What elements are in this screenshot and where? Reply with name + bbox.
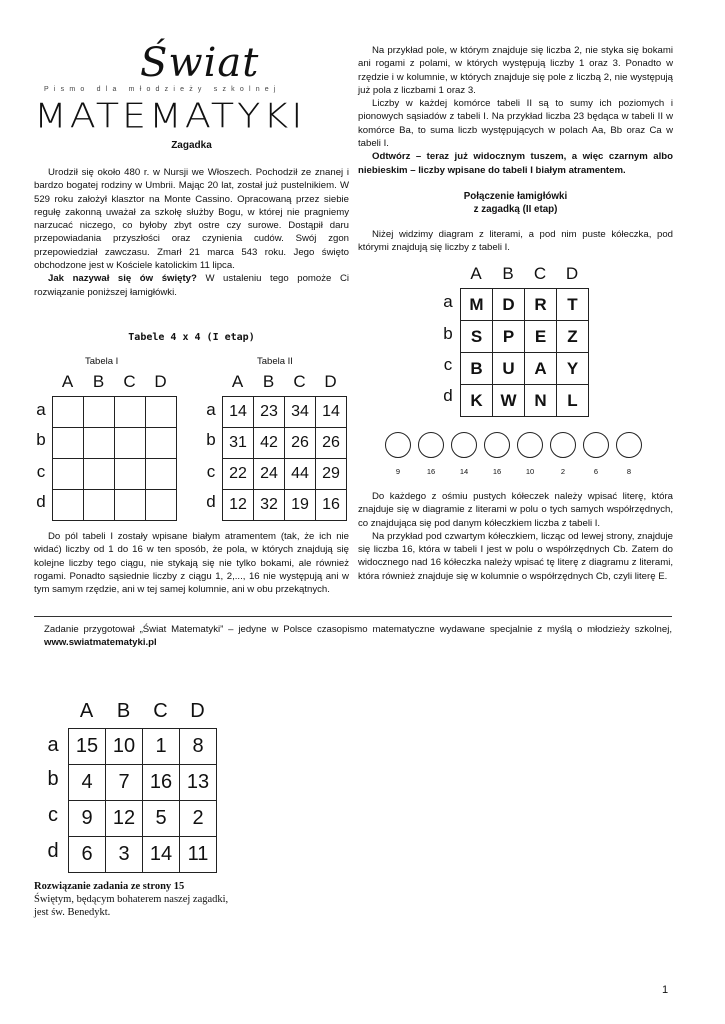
table2: [204, 370, 354, 520]
letter-cell: S: [461, 321, 493, 353]
table1-cell[interactable]: [146, 490, 177, 521]
letters-row-header: d: [443, 386, 453, 405]
table1-cell[interactable]: [84, 397, 115, 428]
answer-circles: [385, 432, 675, 482]
table1-label: Tabela I: [85, 356, 119, 367]
answer-text: [34, 880, 294, 919]
riddle-question-rest: W ustaleniu tego pomoże Ci rozwiązanie poniższej łamigłówki.: [34, 273, 350, 298]
answer-circle[interactable]: [451, 432, 477, 458]
page-number: 1: [662, 984, 669, 996]
table1: [34, 370, 184, 520]
letter-cell: E: [525, 321, 557, 353]
table2-row-header: b: [206, 430, 216, 449]
answer-cell: 9: [69, 801, 106, 837]
table2-cell: 44: [285, 459, 316, 490]
table2-cell: 29: [316, 459, 347, 490]
diagram-intro: [358, 228, 673, 255]
table1-cell[interactable]: [146, 459, 177, 490]
circle-number: 16: [426, 467, 436, 476]
answer-line: jest św. Benedykt.: [34, 907, 111, 918]
letter-cell: L: [557, 385, 589, 417]
letters-col-header: D: [565, 264, 579, 283]
table2-cell: 14: [316, 397, 347, 428]
letter-cell: M: [461, 289, 493, 321]
table2-cell: 14: [223, 397, 254, 428]
table2-cell: 31: [223, 428, 254, 459]
table2-cell: 23: [254, 397, 285, 428]
instruction-paragraph: Odtwórz – teraz już widocznym tuszem, a więc czarnym albo niebieskim – liczby wpisane do tabeli I białym atramentem.: [358, 151, 673, 176]
logo-main: MATEMATYKI: [34, 96, 306, 136]
table1-col-header: A: [61, 372, 74, 391]
answer-cell: 12: [106, 801, 143, 837]
logo-subtitle: Pismo dla młodzieży szkolnej: [44, 86, 281, 93]
letters-row-header: b: [443, 324, 453, 343]
answer-cell: 3: [106, 837, 143, 873]
riddle-paragraph: Urodził się około 480 r. w Nursji we Włoszech. Pochodził ze znanej i bardzo bogatej rodziny w Umbrii. Mając 20 lat, został już pustelnikiem. W 529 roku założył klasztor na Monte Cassino. Opracowaną przez siebie regułę zakonną uważał za szkołę służby Bogu, w której nie pragniemy narzucać niczego, co byłoby zbyt ostre czy surowe. Dostąpił daru przepowiadania przyszłości oraz czynienia cudów. Swój zgon przepowiedział zawczasu. Zmarł 21 marca 543 roku. Jego święto obchodzone jest w Kościele katolickim 11 lipca.: [34, 167, 349, 272]
answer-col-header: D: [190, 700, 205, 722]
footer-note: [44, 623, 672, 650]
table2-row-header: c: [206, 462, 216, 481]
circle-number: 8: [626, 467, 632, 476]
circle-number: 14: [459, 467, 469, 476]
answer-cell: 4: [69, 765, 106, 801]
logo-swiat: Świat: [140, 40, 260, 86]
answer-row-header: c: [48, 804, 58, 826]
footer-note-text: Zadanie przygotował „Świat Matematyki” – jedyne w Polsce czasopismo matematyczne wydawane specjalnie z myślą o młodzieży szkolnej,: [44, 624, 672, 635]
right-text-top: [358, 44, 673, 177]
sums-paragraph: Liczby w każdej komórce tabeli II są to sumy ich poziomych i pionowych sąsiadów z tabeli I. Na przykład liczba 23 będąca w tabeli II w komórce Ba, to suma liczb występujących w polach Aa, Bb oraz Ca w tabeli I.: [358, 98, 673, 150]
letters-col-header: B: [502, 264, 514, 283]
letters-row-header: a: [443, 292, 453, 311]
divider: [34, 616, 672, 617]
tables-heading: Tabele 4 x 4 (I etap): [128, 332, 255, 343]
answer-line: Świętym, będącym bohaterem naszej zagadki,: [34, 894, 229, 905]
stage2-heading: [358, 190, 673, 216]
answer-cell: 16: [143, 765, 180, 801]
letter-cell: K: [461, 385, 493, 417]
letters-row-header: c: [443, 355, 453, 374]
letter-cell: D: [493, 289, 525, 321]
letter-cell: W: [493, 385, 525, 417]
table1-col-header: C: [123, 372, 136, 391]
letters-col-header: C: [533, 264, 547, 283]
table1-col-header: B: [92, 372, 105, 391]
table1-cell[interactable]: [146, 428, 177, 459]
table1-cell[interactable]: [53, 459, 84, 490]
table2-cell: 22: [223, 459, 254, 490]
table2-cell: 24: [254, 459, 285, 490]
table2-cell: 34: [285, 397, 316, 428]
footer-link[interactable]: www.swiatmatematyki.pl: [44, 637, 157, 649]
table2-cell: 12: [223, 490, 254, 521]
answer-col-header: A: [79, 700, 94, 722]
table2-cell: 16: [316, 490, 347, 521]
answer-cell: 2: [180, 801, 217, 837]
answer-circle[interactable]: [385, 432, 411, 458]
answer-cell: 5: [143, 801, 180, 837]
table2-col-header: B: [262, 372, 275, 391]
table1-cell[interactable]: [53, 490, 84, 521]
circle-number: 2: [560, 467, 566, 476]
letter-cell: Z: [557, 321, 589, 353]
table2-row-header: a: [206, 400, 216, 419]
letter-cell: U: [493, 353, 525, 385]
letter-cell: N: [525, 385, 557, 417]
letter-cell: T: [557, 289, 589, 321]
table2-grid: [222, 396, 347, 521]
letters-col-header: A: [470, 264, 482, 283]
table2-cell: 32: [254, 490, 285, 521]
fill-instruction-paragraph: Do każdego z ośmiu pustych kółeczek należy wpisać literę, która znajduje się w diagramie z literami w polu o tych samych współrzędnych, co znajdująca się pod danym kółeczkiem liczba z tabeli I.: [358, 491, 673, 529]
answer-col-header: C: [153, 700, 168, 722]
answer-row-header: d: [47, 840, 59, 862]
diagram-intro-paragraph: Niżej widzimy diagram z literami, a pod nim puste kółeczka, pod którymi znajdują się liczby z tabeli I.: [358, 229, 673, 254]
answer-cell: 6: [69, 837, 106, 873]
answer-circle[interactable]: [517, 432, 543, 458]
example-paragraph: Na przykład pole, w którym znajduje się liczba 2, nie styka się bokami ani rogami z polami, w których występują liczby 1 oraz 3. Ponadto w rzędzie i w kolumnie, w których znajduje się pole z liczbą 2, nie występują już pola z liczbami 1 oraz 3.: [358, 45, 673, 96]
table1-cell[interactable]: [146, 397, 177, 428]
circle-number: 16: [492, 467, 502, 476]
answer-circle[interactable]: [418, 432, 444, 458]
letter-cell: B: [461, 353, 493, 385]
letter-cell: R: [525, 289, 557, 321]
answer-circle[interactable]: [484, 432, 510, 458]
answer-row-header: a: [47, 734, 59, 756]
table2-cell: 26: [285, 428, 316, 459]
answer-cell: 14: [143, 837, 180, 873]
table1-cell[interactable]: [53, 428, 84, 459]
answer-title: Rozwiązanie zadania ze strony 15: [34, 881, 185, 892]
answer-cell: 8: [180, 729, 217, 765]
table2-col-header: D: [324, 372, 337, 391]
table1-row-header: d: [36, 492, 46, 511]
table1-cell[interactable]: [115, 397, 146, 428]
table1-cell[interactable]: [84, 490, 115, 521]
table1-col-header: D: [154, 372, 167, 391]
answer-table: [40, 696, 230, 876]
answer-cell: 1: [143, 729, 180, 765]
answer-grid: [68, 728, 217, 873]
right-text-bottom: [358, 490, 673, 583]
answer-cell: 7: [106, 765, 143, 801]
circle-number: 9: [395, 467, 401, 476]
answer-col-header: B: [116, 700, 131, 722]
riddle-question-bold: Jak nazywał się ów święty?: [48, 273, 197, 285]
table1-cell[interactable]: [84, 459, 115, 490]
letter-cell: Y: [557, 353, 589, 385]
stage2-heading-line1: Połączenie łamigłówki: [463, 191, 568, 202]
table1-cell[interactable]: [84, 428, 115, 459]
table1-row-header: c: [36, 462, 46, 481]
table1-grid: [52, 396, 177, 521]
riddle-question: [34, 272, 349, 299]
table2-cell: 19: [285, 490, 316, 521]
letters-diagram: [440, 262, 600, 422]
table1-row-header: a: [36, 400, 46, 419]
table1-cell[interactable]: [115, 490, 146, 521]
answer-circle[interactable]: [583, 432, 609, 458]
answer-cell: 13: [180, 765, 217, 801]
table1-cell[interactable]: [115, 459, 146, 490]
circle-number: 10: [525, 467, 535, 476]
table2-label: Tabela II: [257, 356, 293, 367]
table1-cell[interactable]: [53, 397, 84, 428]
answer-row-header: b: [47, 768, 59, 790]
answer-circle[interactable]: [616, 432, 642, 458]
circle-number: 6: [593, 467, 599, 476]
table2-col-header: A: [231, 372, 244, 391]
table2-col-header: C: [293, 372, 306, 391]
answer-cell: 15: [69, 729, 106, 765]
letters-grid: [460, 288, 589, 417]
rules-paragraph: Do pól tabeli I zostały wpisane białym atramentem (tak, że ich nie widać) liczby od 1 do 16 w ten sposób, że pola, w których znajdują się kolejne liczby tego ciągu, nie stykają się nie tylko bokami, ale również rogami. Ponadto sąsiednie liczby z ciągu 1, 2,..., 16 nie występują ani w tym samym rzędzie, ani w tej samej kolumnie, ani w obu przekątnych.: [34, 531, 349, 596]
riddle-heading: Zagadka: [171, 140, 212, 151]
letter-cell: P: [493, 321, 525, 353]
answer-cell: 11: [180, 837, 217, 873]
stage2-heading-line2: z zagadką (II etap): [473, 204, 558, 215]
table2-row-header: d: [206, 492, 216, 511]
fill-example-paragraph: Na przykład pod czwartym kółeczkiem, licząc od lewej strony, znajduje się liczba 16, która w tabeli I jest w polu o współrzędnych Cb. Zatem do widocznego nad 16 kółeczka należy wpisać tę literę z diagramu z literami, która również znajduje się w kolumnie o współrzędnych Cb, czyli literę E.: [358, 530, 673, 582]
answer-cell: 10: [106, 729, 143, 765]
table1-row-header: b: [36, 430, 46, 449]
riddle-text: [34, 166, 349, 299]
table1-cell[interactable]: [115, 428, 146, 459]
rules-text: [34, 530, 349, 596]
table2-cell: 42: [254, 428, 285, 459]
answer-circle[interactable]: [550, 432, 576, 458]
letter-cell: A: [525, 353, 557, 385]
table2-cell: 26: [316, 428, 347, 459]
